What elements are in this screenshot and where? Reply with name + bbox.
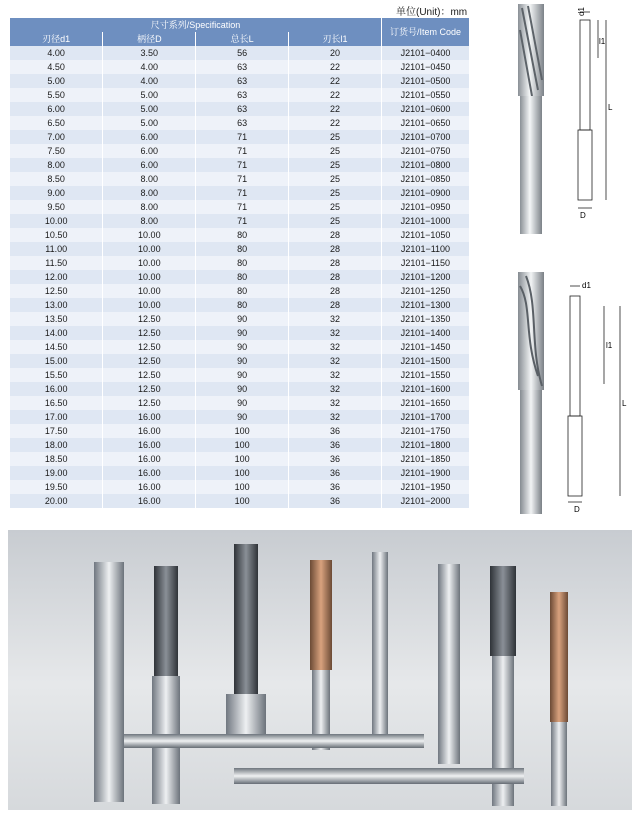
table-row (10, 284, 470, 298)
cell-shank-d: 6.00 (103, 130, 196, 144)
cell-cutting-length: 22 (289, 60, 382, 74)
cell-item-code: J2101−0900 (382, 186, 470, 200)
cell-total-length: 80 (196, 242, 289, 256)
cell-d1: 16.00 (10, 382, 103, 396)
specification-table (10, 18, 470, 508)
cell-item-code: J2101−0400 (382, 46, 470, 60)
cell-total-length: 90 (196, 410, 289, 424)
cell-total-length: 71 (196, 200, 289, 214)
cell-cutting-length: 22 (289, 102, 382, 116)
cell-total-length: 80 (196, 270, 289, 284)
cell-total-length: 90 (196, 368, 289, 382)
product-photo (8, 530, 632, 810)
label-l1-1: l1 (599, 37, 606, 46)
cell-shank-d: 3.50 (103, 46, 196, 60)
cell-shank-d: 8.00 (103, 200, 196, 214)
cell-item-code: J2101−1050 (382, 228, 470, 242)
cell-d1: 15.50 (10, 368, 103, 382)
tool-horizontal-2 (234, 768, 524, 784)
reamer-diagram-straight (508, 0, 634, 240)
label-L-2: L (622, 399, 627, 408)
cell-total-length: 100 (196, 480, 289, 494)
cell-item-code: J2101−1400 (382, 326, 470, 340)
cell-total-length: 80 (196, 284, 289, 298)
cell-shank-d: 16.00 (103, 494, 196, 508)
table-row (10, 200, 470, 214)
cell-item-code: J2101−0950 (382, 200, 470, 214)
table-row (10, 102, 470, 116)
cell-shank-d: 16.00 (103, 410, 196, 424)
table-row (10, 172, 470, 186)
cell-shank-d: 10.00 (103, 270, 196, 284)
cell-shank-d: 12.50 (103, 382, 196, 396)
table-row (10, 130, 470, 144)
cell-cutting-length: 22 (289, 116, 382, 130)
cell-d1: 13.00 (10, 298, 103, 312)
table-row (10, 494, 470, 508)
table-row (10, 116, 470, 130)
cell-total-length: 71 (196, 130, 289, 144)
cell-item-code: J2101−0500 (382, 74, 470, 88)
cell-shank-d: 4.00 (103, 74, 196, 88)
table-row (10, 312, 470, 326)
cell-cutting-length: 28 (289, 228, 382, 242)
table-row (10, 354, 470, 368)
cell-d1: 8.50 (10, 172, 103, 186)
table-row (10, 382, 470, 396)
cell-shank-d: 12.50 (103, 340, 196, 354)
cell-item-code: J2101−0850 (382, 172, 470, 186)
cell-total-length: 100 (196, 438, 289, 452)
cell-shank-d: 4.00 (103, 60, 196, 74)
cell-total-length: 71 (196, 144, 289, 158)
cell-shank-d: 12.50 (103, 396, 196, 410)
cell-d1: 19.50 (10, 480, 103, 494)
cell-cutting-length: 36 (289, 452, 382, 466)
cell-cutting-length: 25 (289, 214, 382, 228)
cell-d1: 4.00 (10, 46, 103, 60)
column-header-cutting-length: 刃长l1 (289, 32, 382, 46)
table-row (10, 340, 470, 354)
cell-cutting-length: 28 (289, 270, 382, 284)
cell-total-length: 100 (196, 424, 289, 438)
cell-cutting-length: 36 (289, 438, 382, 452)
cell-shank-d: 10.00 (103, 228, 196, 242)
cell-cutting-length: 25 (289, 130, 382, 144)
reamer-photo-1 (518, 4, 544, 234)
table-row (10, 242, 470, 256)
cell-item-code: J2101−1600 (382, 382, 470, 396)
cell-item-code: J2101−1800 (382, 438, 470, 452)
cell-item-code: J2101−0650 (382, 116, 470, 130)
cell-item-code: J2101−1550 (382, 368, 470, 382)
cell-total-length: 71 (196, 214, 289, 228)
cell-cutting-length: 28 (289, 284, 382, 298)
cell-total-length: 71 (196, 186, 289, 200)
cell-shank-d: 12.50 (103, 368, 196, 382)
cell-cutting-length: 32 (289, 312, 382, 326)
table-row (10, 270, 470, 284)
cell-shank-d: 8.00 (103, 214, 196, 228)
cell-total-length: 100 (196, 494, 289, 508)
table-row (10, 158, 470, 172)
cell-total-length: 63 (196, 102, 289, 116)
cell-cutting-length: 32 (289, 354, 382, 368)
cell-d1: 19.00 (10, 466, 103, 480)
cell-shank-d: 6.00 (103, 158, 196, 172)
table-row (10, 438, 470, 452)
cell-shank-d: 10.00 (103, 256, 196, 270)
cell-item-code: J2101−1100 (382, 242, 470, 256)
cell-item-code: J2101−1700 (382, 410, 470, 424)
cell-item-code: J2101−1000 (382, 214, 470, 228)
cell-d1: 14.50 (10, 340, 103, 354)
cell-cutting-length: 36 (289, 480, 382, 494)
cell-total-length: 100 (196, 452, 289, 466)
table-row (10, 256, 470, 270)
cell-shank-d: 16.00 (103, 424, 196, 438)
cell-total-length: 90 (196, 382, 289, 396)
cell-item-code: J2101−1850 (382, 452, 470, 466)
label-d1-2: d1 (582, 281, 591, 290)
cell-cutting-length: 28 (289, 298, 382, 312)
cell-d1: 20.00 (10, 494, 103, 508)
cell-d1: 10.00 (10, 214, 103, 228)
table-row (10, 214, 470, 228)
cell-d1: 13.50 (10, 312, 103, 326)
table-row (10, 74, 470, 88)
cell-total-length: 63 (196, 74, 289, 88)
cell-total-length: 100 (196, 466, 289, 480)
cell-d1: 10.50 (10, 228, 103, 242)
cell-item-code: J2101−0800 (382, 158, 470, 172)
cell-cutting-length: 32 (289, 396, 382, 410)
cell-item-code: J2101−1750 (382, 424, 470, 438)
cell-cutting-length: 22 (289, 74, 382, 88)
reamer-diagram-spiral (508, 266, 634, 520)
cell-shank-d: 12.50 (103, 312, 196, 326)
cell-item-code: J2101−1500 (382, 354, 470, 368)
cell-total-length: 90 (196, 312, 289, 326)
cell-item-code: J2101−1950 (382, 480, 470, 494)
table-row (10, 410, 470, 424)
cell-total-length: 90 (196, 326, 289, 340)
cell-cutting-length: 25 (289, 172, 382, 186)
cell-d1: 12.50 (10, 284, 103, 298)
cell-d1: 6.50 (10, 116, 103, 130)
cell-cutting-length: 25 (289, 158, 382, 172)
tool-8 (550, 592, 568, 806)
cell-item-code: J2101−1650 (382, 396, 470, 410)
specification-rows (10, 46, 470, 508)
cell-cutting-length: 36 (289, 466, 382, 480)
cell-total-length: 80 (196, 298, 289, 312)
tool-1 (94, 562, 124, 802)
reamer-photo-2 (518, 272, 544, 514)
tool-5 (372, 552, 388, 742)
cell-d1: 15.00 (10, 354, 103, 368)
cell-d1: 4.50 (10, 60, 103, 74)
cell-cutting-length: 25 (289, 200, 382, 214)
table-row (10, 88, 470, 102)
table-row (10, 326, 470, 340)
cell-item-code: J2101−1150 (382, 256, 470, 270)
cell-shank-d: 12.50 (103, 354, 196, 368)
tool-2 (152, 566, 180, 804)
cell-d1: 9.00 (10, 186, 103, 200)
cell-d1: 18.50 (10, 452, 103, 466)
cell-cutting-length: 22 (289, 88, 382, 102)
cell-shank-d: 10.00 (103, 242, 196, 256)
label-D-1: D (580, 211, 586, 220)
cell-cutting-length: 32 (289, 410, 382, 424)
cell-shank-d: 5.00 (103, 88, 196, 102)
cell-item-code: J2101−0750 (382, 144, 470, 158)
column-header-shank-d: 柄径D (103, 32, 196, 46)
cell-shank-d: 10.00 (103, 284, 196, 298)
cell-total-length: 90 (196, 396, 289, 410)
cell-d1: 17.50 (10, 424, 103, 438)
cell-item-code: J2101−1200 (382, 270, 470, 284)
cell-shank-d: 8.00 (103, 186, 196, 200)
cell-item-code: J2101−1350 (382, 312, 470, 326)
cell-cutting-length: 25 (289, 186, 382, 200)
reamer-dimension-drawing-2 (568, 286, 620, 502)
tool-horizontal-1 (124, 734, 424, 748)
cell-cutting-length: 36 (289, 494, 382, 508)
cell-item-code: J2101−0450 (382, 60, 470, 74)
cell-cutting-length: 32 (289, 326, 382, 340)
cell-cutting-length: 32 (289, 382, 382, 396)
label-D-2: D (574, 505, 580, 514)
cell-d1: 5.50 (10, 88, 103, 102)
cell-item-code: J2101−0700 (382, 130, 470, 144)
table-row (10, 228, 470, 242)
column-header-d1: 刃径d1 (10, 32, 103, 46)
cell-shank-d: 16.00 (103, 480, 196, 494)
table-row (10, 186, 470, 200)
label-L-1: L (608, 103, 613, 112)
cell-d1: 8.00 (10, 158, 103, 172)
table-row (10, 396, 470, 410)
table-row (10, 480, 470, 494)
tool-6 (438, 564, 460, 764)
label-d1-1: d1 (577, 7, 586, 16)
table-row (10, 424, 470, 438)
cell-shank-d: 12.50 (103, 326, 196, 340)
cell-cutting-length: 28 (289, 242, 382, 256)
cell-d1: 11.50 (10, 256, 103, 270)
cell-d1: 17.00 (10, 410, 103, 424)
cell-d1: 11.00 (10, 242, 103, 256)
cell-d1: 7.00 (10, 130, 103, 144)
table-row (10, 46, 470, 60)
table-row (10, 298, 470, 312)
unit-label: 单位(Unit)：mm (396, 7, 468, 18)
cell-total-length: 63 (196, 116, 289, 130)
cell-shank-d: 8.00 (103, 172, 196, 186)
cell-d1: 12.00 (10, 270, 103, 284)
cell-d1: 18.00 (10, 438, 103, 452)
cell-d1: 6.00 (10, 102, 103, 116)
tool-collection-illustration (8, 530, 632, 810)
cell-cutting-length: 36 (289, 424, 382, 438)
cell-shank-d: 5.00 (103, 102, 196, 116)
cell-item-code: J2101−1250 (382, 284, 470, 298)
table-row (10, 60, 470, 74)
cell-item-code: J2101−0600 (382, 102, 470, 116)
cell-cutting-length: 20 (289, 46, 382, 60)
cell-total-length: 63 (196, 60, 289, 74)
cell-cutting-length: 32 (289, 340, 382, 354)
cell-cutting-length: 32 (289, 368, 382, 382)
cell-item-code: J2101−0550 (382, 88, 470, 102)
cell-d1: 16.50 (10, 396, 103, 410)
cell-total-length: 90 (196, 354, 289, 368)
table-row (10, 144, 470, 158)
cell-shank-d: 5.00 (103, 116, 196, 130)
tool-3 (226, 544, 266, 744)
cell-d1: 9.50 (10, 200, 103, 214)
cell-shank-d: 10.00 (103, 298, 196, 312)
cell-shank-d: 16.00 (103, 438, 196, 452)
specification-header: 尺寸系列/Specification (10, 18, 382, 32)
cell-total-length: 56 (196, 46, 289, 60)
cell-cutting-length: 28 (289, 256, 382, 270)
cell-cutting-length: 25 (289, 144, 382, 158)
cell-shank-d: 6.00 (103, 144, 196, 158)
cell-total-length: 80 (196, 256, 289, 270)
cell-d1: 5.00 (10, 74, 103, 88)
label-l1-2: l1 (606, 341, 613, 350)
table-row (10, 452, 470, 466)
cell-item-code: J2101−1900 (382, 466, 470, 480)
table-row (10, 466, 470, 480)
cell-item-code: J2101−1450 (382, 340, 470, 354)
cell-d1: 7.50 (10, 144, 103, 158)
cell-total-length: 63 (196, 88, 289, 102)
cell-item-code: J2101−2000 (382, 494, 470, 508)
cell-total-length: 80 (196, 228, 289, 242)
cell-total-length: 71 (196, 158, 289, 172)
item-code-header: 订货号/Item Code (382, 18, 470, 46)
tool-4 (310, 560, 332, 750)
table-row (10, 368, 470, 382)
cell-shank-d: 16.00 (103, 452, 196, 466)
cell-item-code: J2101−1300 (382, 298, 470, 312)
cell-d1: 14.00 (10, 326, 103, 340)
cell-shank-d: 16.00 (103, 466, 196, 480)
cell-total-length: 71 (196, 172, 289, 186)
column-header-total-length: 总长L (196, 32, 289, 46)
cell-total-length: 90 (196, 340, 289, 354)
